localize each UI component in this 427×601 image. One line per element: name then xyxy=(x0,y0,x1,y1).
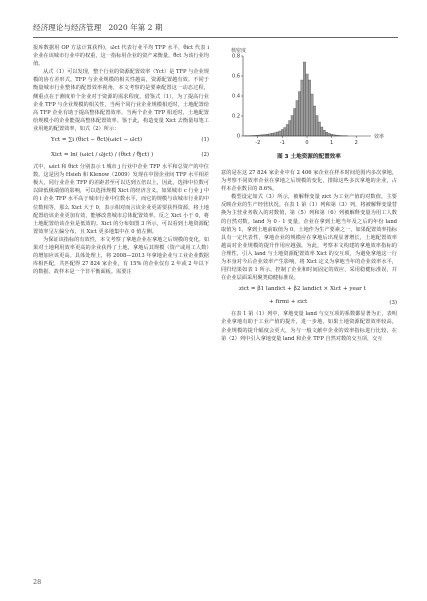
histogram-bar xyxy=(325,132,327,136)
x-tick-label: 1 xyxy=(330,140,334,146)
equation-3-number: (3) xyxy=(389,300,397,307)
equation-3-line-2: + firmi + εict xyxy=(269,299,308,306)
histogram-bar xyxy=(311,94,313,136)
histogram-bar xyxy=(284,128,286,137)
x-tick-label: -2 xyxy=(255,140,261,146)
histogram-bar xyxy=(279,131,281,136)
y-tick-label: 0.4 xyxy=(232,93,240,100)
paragraph: 从式（1）可以发现，整个行业的资源配置效率（Yct）是 TFP 与企业规模的协方差形式。TFP 与企业规模的相关性越高，资源配置越有效。不同于衡量城市行业整体的配置效率视角，本文考察的是要素配置这一动态过程，侧重点在于测度单个企业对于资源的需求程度。借鉴式（1），为了提高行业企业 TFP 与企业规模的相关性，当两个同行业企业规模相近时，土地配置给高 TFP 企业有助于提高整体配置效率。当两个企业 TFP 相近时，土地配置给规模小的企业能提高整体配置效率。鉴于此，构造变量 Xict 去衡量每笔工业用地的配置效率，如式（2）所示： xyxy=(33,69,209,132)
histogram-bar xyxy=(308,80,310,136)
histogram-bar xyxy=(303,62,305,136)
issue-label: 2020 年第 2 期 xyxy=(108,23,163,32)
header-rule xyxy=(33,37,398,38)
histogram-bar xyxy=(291,116,293,137)
paragraph: 式中，ωict 和 θict 分别表示 t 城市 j 行业中企业 TFP 水平和总资产的中位数。这是因为 Hsieh 和 Klenow（2009）发现在中国企业间 TFP 水平相差极大，同行业企业 TFP 的差距甚至可以达到五倍以上，因此，选择中位数可以降低极端值的影响，可以选择规模 Xict 的经济含义。如果城市 c 行业 j 中的 i 企业 TFP 水平高于城市行业中位数水平，而它的规模与该城市行业的中位数相等，那么 Xict 大于 0，表示相对而言该企业更需要获得资源，将土地配置给该企业更加有效，能够改善城市总体配置效率。反之 Xict 小于 0，将土地配置给该企业是低效的。Xict 的分布如图 3 所示，可以看到土地资源配置效率呈左偏分布，且 Xict 更多地集中在 0 值左侧。 xyxy=(33,164,209,235)
left-column xyxy=(33,44,209,276)
histogram-bar xyxy=(274,133,276,136)
x-tick-label: 2 xyxy=(354,140,358,146)
journal-title: 经济理论与经济管理 xyxy=(33,23,102,32)
equation-1 xyxy=(33,133,209,147)
histogram-bar xyxy=(296,101,298,137)
y-tick-label: 0 xyxy=(236,133,240,140)
histogram-bar xyxy=(318,122,320,136)
histogram-bar xyxy=(276,132,278,136)
right-column xyxy=(221,169,397,343)
x-tick-label: -1 xyxy=(279,140,285,146)
equation-3 xyxy=(221,282,397,296)
histogram-bar xyxy=(323,130,325,136)
equation-1-number: (1) xyxy=(201,136,209,143)
x-tick-label: 0 xyxy=(305,140,309,146)
figure-3 xyxy=(221,44,397,166)
x-axis-label: 效率 xyxy=(374,134,385,140)
histogram-bar xyxy=(271,133,273,136)
paragraph: 意的是在这 27 824 家企业中有 2 406 家企业在样本时间范围内多次拿地，为考察不同效率企业在拿地之后规模的变化，排除这些多次拿地的企业，占样本企业数目的 8.6%。 xyxy=(221,170,397,193)
paragraph: 为保证该指标的有效性，本文考察了拿地企业在拿地之后规模的变化。如果对土地利用效率更高的企业获得了土地，拿地后其规模（资产或用工人数）的增加应该更高。具体处理上，将 2008—2013 年拿地企业与工业企业数据库相匹配，共匹配得 27 824 家企业，有 15% 的企业仅有 2 年或 2 年以下的数据，故样本是一个非平衡面板。需要注 xyxy=(33,236,210,276)
histogram-bar xyxy=(289,121,291,137)
figure-caption: 图 3 土地资源的配置效率 xyxy=(277,154,341,160)
histogram-bar xyxy=(316,116,318,137)
equation-3-line-1: zict = β1 landict + β2 landict × Xict + year t xyxy=(239,286,366,293)
histogram-bar xyxy=(328,133,330,136)
y-tick-label: 0.6 xyxy=(232,73,240,80)
paragraph: 在表 1 第（1）列中，拿地变量 land 与交互项的系数都显著为正，表明企业拿地有助于工业产值的提升，进一步地，如果土地资源配置效率较高，企业规模的提升幅度会更大，为与一般文献中企业的效率指标进行比较，在第（2）列中引入拿地变量 land 和企业 TFP 自然对数的交互项，交互 xyxy=(221,311,397,342)
histogram-bar xyxy=(313,106,315,136)
histogram-bar xyxy=(301,80,303,136)
paragraph: 模型设定如式（3）所示，被解释变量 zict 为工业产值的对数值，主要反映企业的生产经营状况。在表 1 第（1）列和第（3）列，将被解释变量替换为主营业务收入的对数值，第（5）列和第（6）列被解释变量为用工人数的自然对数。land 为 0 - 1 变量，企业在拿到土地当年及之后的年份 land 取值为 1，拿到土地前取值为 0，土地作为生产要素之一，如果配置效率指标具有一定代表性，拿地企业的规模应在拿地后出现显著增长，土地配置效率越高对企业规模的提升作用应越强。为此，考察本文构建的拿地效率指标的合理性，引入 land 与土地资源配置效率 Xict 的交互项，为避免拿地这一行为本身对今后企业效率产生影响，将 Xict 定义为拿地当年的企业效率水平，同归结果如表 1 所示，控制了企业和时间固定的效应，采用稳健标准误，并在企业层面采用聚类稳健标准误。 xyxy=(221,194,397,282)
equation-1-expression: Yct = ∑i (θict − θ̄ct)(ωict − ω̄ct) xyxy=(51,136,143,143)
histogram-chart xyxy=(221,44,397,152)
histogram-bar xyxy=(286,125,288,137)
journal-header xyxy=(33,22,398,36)
histogram-bar xyxy=(321,127,323,136)
histogram-bar xyxy=(269,134,271,136)
histogram-bar xyxy=(281,130,283,137)
histogram-bar xyxy=(306,74,308,136)
histogram-bar xyxy=(298,92,300,137)
equation-2-number: (2) xyxy=(201,151,209,158)
paragraph: 报库数据用 OP 方法计算获得)，ω̄ct 代表行业平均 TFP 水平，θict 代表 i 企业在该城市行业中的权重，这一指标用企业的资产来衡量，θ̄ct 为该行业均值。 xyxy=(33,45,209,68)
equation-2-expression: Xict = ln( (ωict / ω̄jct) / (θict / θ̄jct) ) xyxy=(51,151,154,158)
equation-3-continued xyxy=(221,296,397,310)
y-tick-label: 0.2 xyxy=(232,113,240,120)
y-axis-label: 核密度 xyxy=(231,48,247,54)
equation-2 xyxy=(33,147,209,163)
page-number: 28 xyxy=(33,578,42,586)
histogram-bar xyxy=(293,109,295,137)
y-tick-label: 0.8 xyxy=(232,53,240,60)
